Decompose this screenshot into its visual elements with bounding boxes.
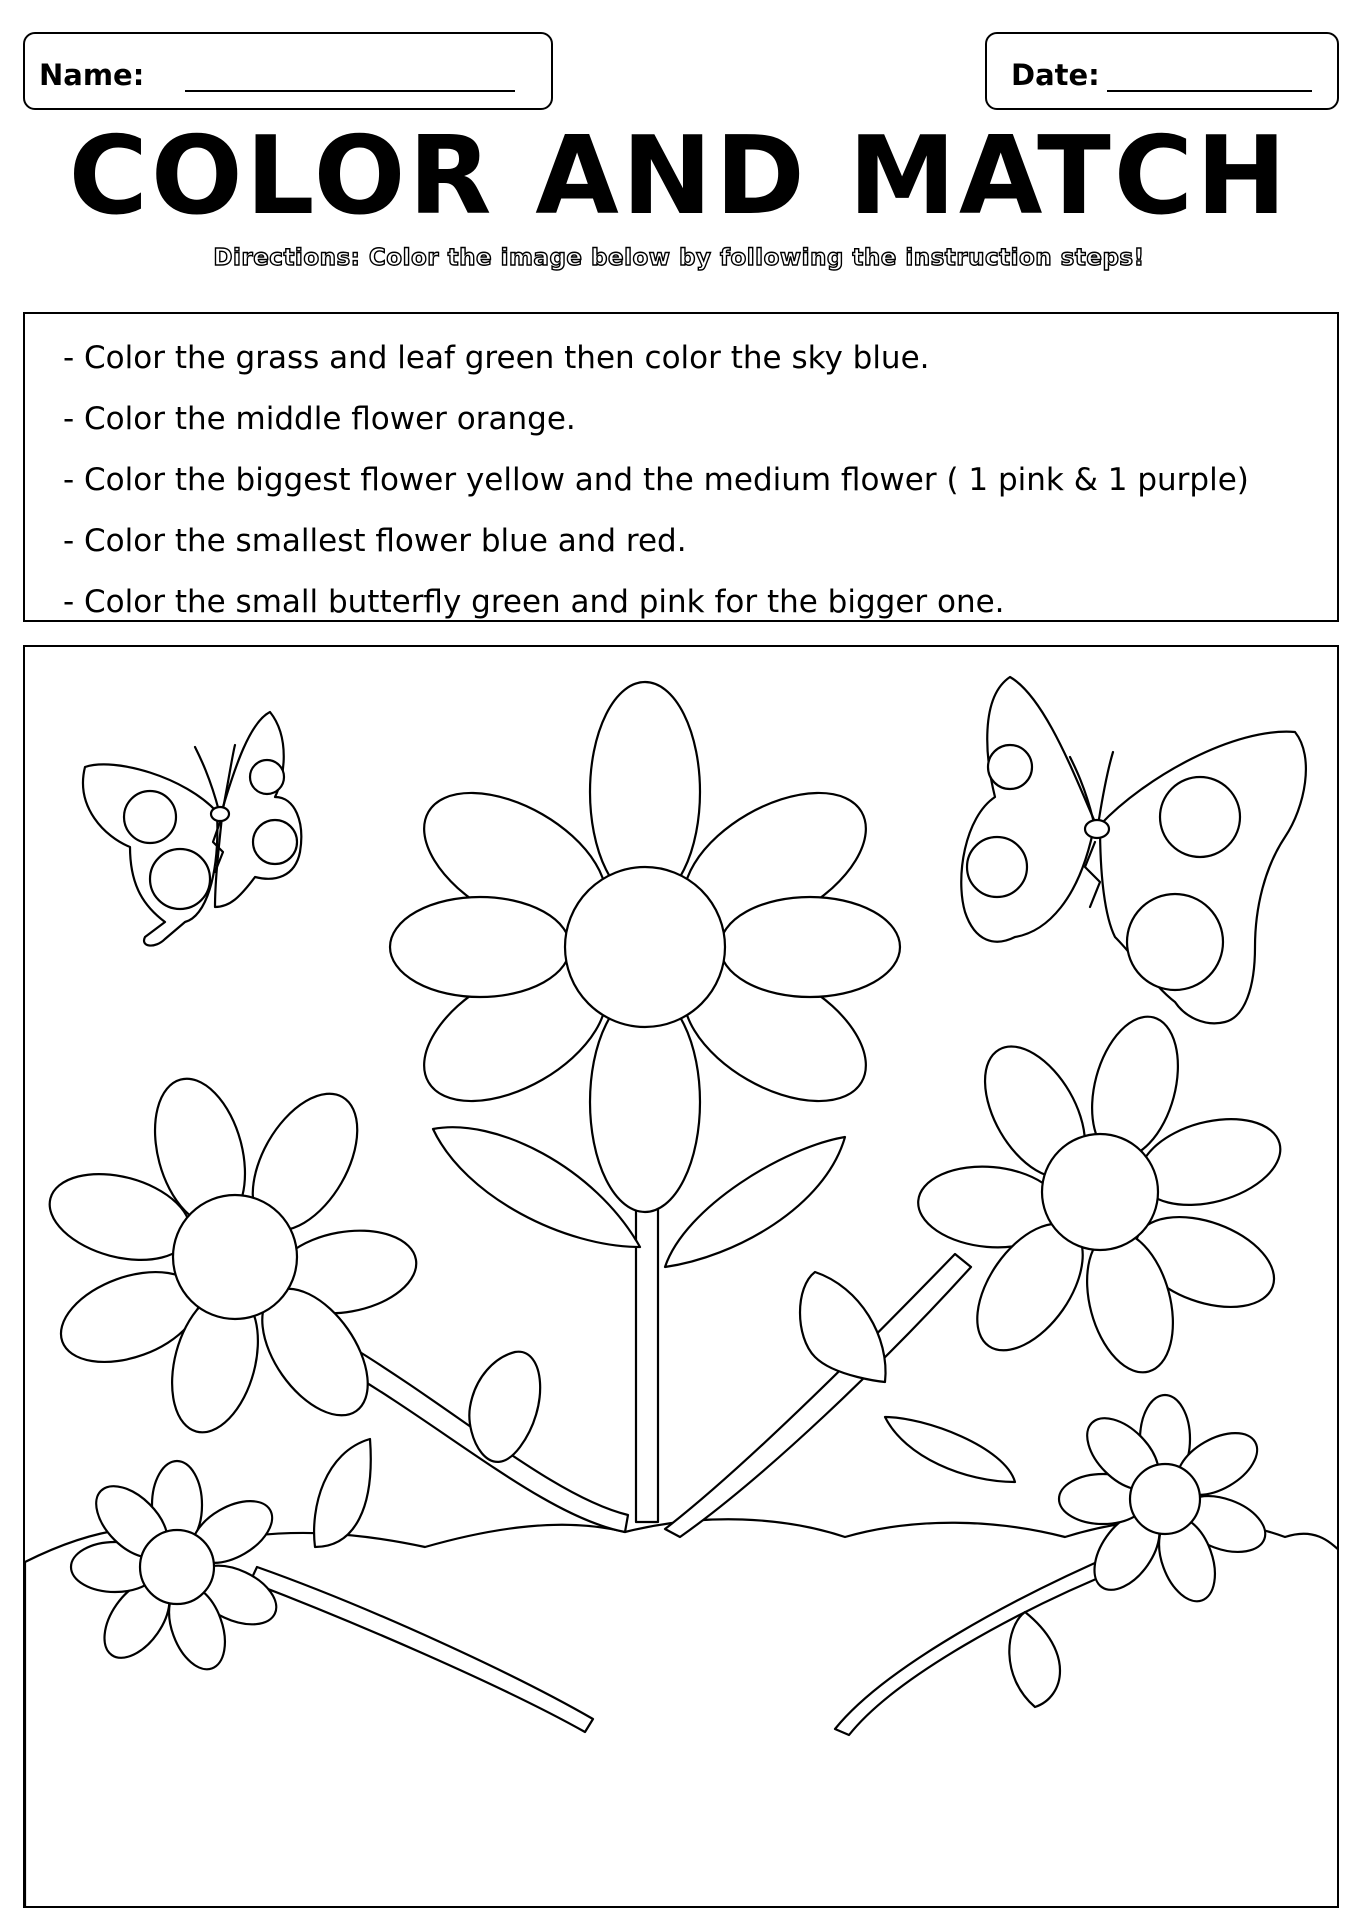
instruction-step-4: - Color the smallest flower blue and red.	[63, 523, 687, 559]
medium-flower-left	[40, 1069, 423, 1442]
leaf-icon	[469, 1352, 540, 1462]
instruction-step-2: - Color the middle flower orange.	[63, 401, 576, 437]
date-blank-line[interactable]	[1107, 90, 1312, 92]
name-field[interactable]	[23, 32, 553, 110]
name-blank-line[interactable]	[185, 90, 515, 92]
name-label: Name:	[39, 58, 145, 92]
instruction-step-3: - Color the biggest flower yellow and the medium flower ( 1 pink & 1 purple)	[63, 462, 1249, 498]
medium-flower-right	[915, 1007, 1290, 1382]
worksheet-title: COLOR AND MATCH	[68, 114, 1290, 239]
butterfly-icon	[961, 677, 1306, 1023]
instruction-step-5: - Color the small butterfly green and pink for the bigger one.	[63, 584, 1005, 620]
directions-text: Directions: Color the image below by following the instruction steps!	[213, 245, 1145, 271]
leaf-icon	[314, 1439, 371, 1547]
leaf-icon	[885, 1417, 1015, 1482]
coloring-picture	[23, 645, 1339, 1908]
butterfly-icon	[83, 712, 301, 946]
instructions-list	[25, 314, 1337, 633]
instruction-step-1: - Color the grass and leaf green then color the sky blue.	[63, 340, 930, 376]
leaf-icon	[800, 1272, 886, 1382]
date-field[interactable]	[985, 32, 1339, 110]
coloring-picture-drawing	[25, 647, 1339, 1908]
date-label: Date:	[1011, 58, 1100, 92]
instructions-box	[23, 312, 1339, 622]
